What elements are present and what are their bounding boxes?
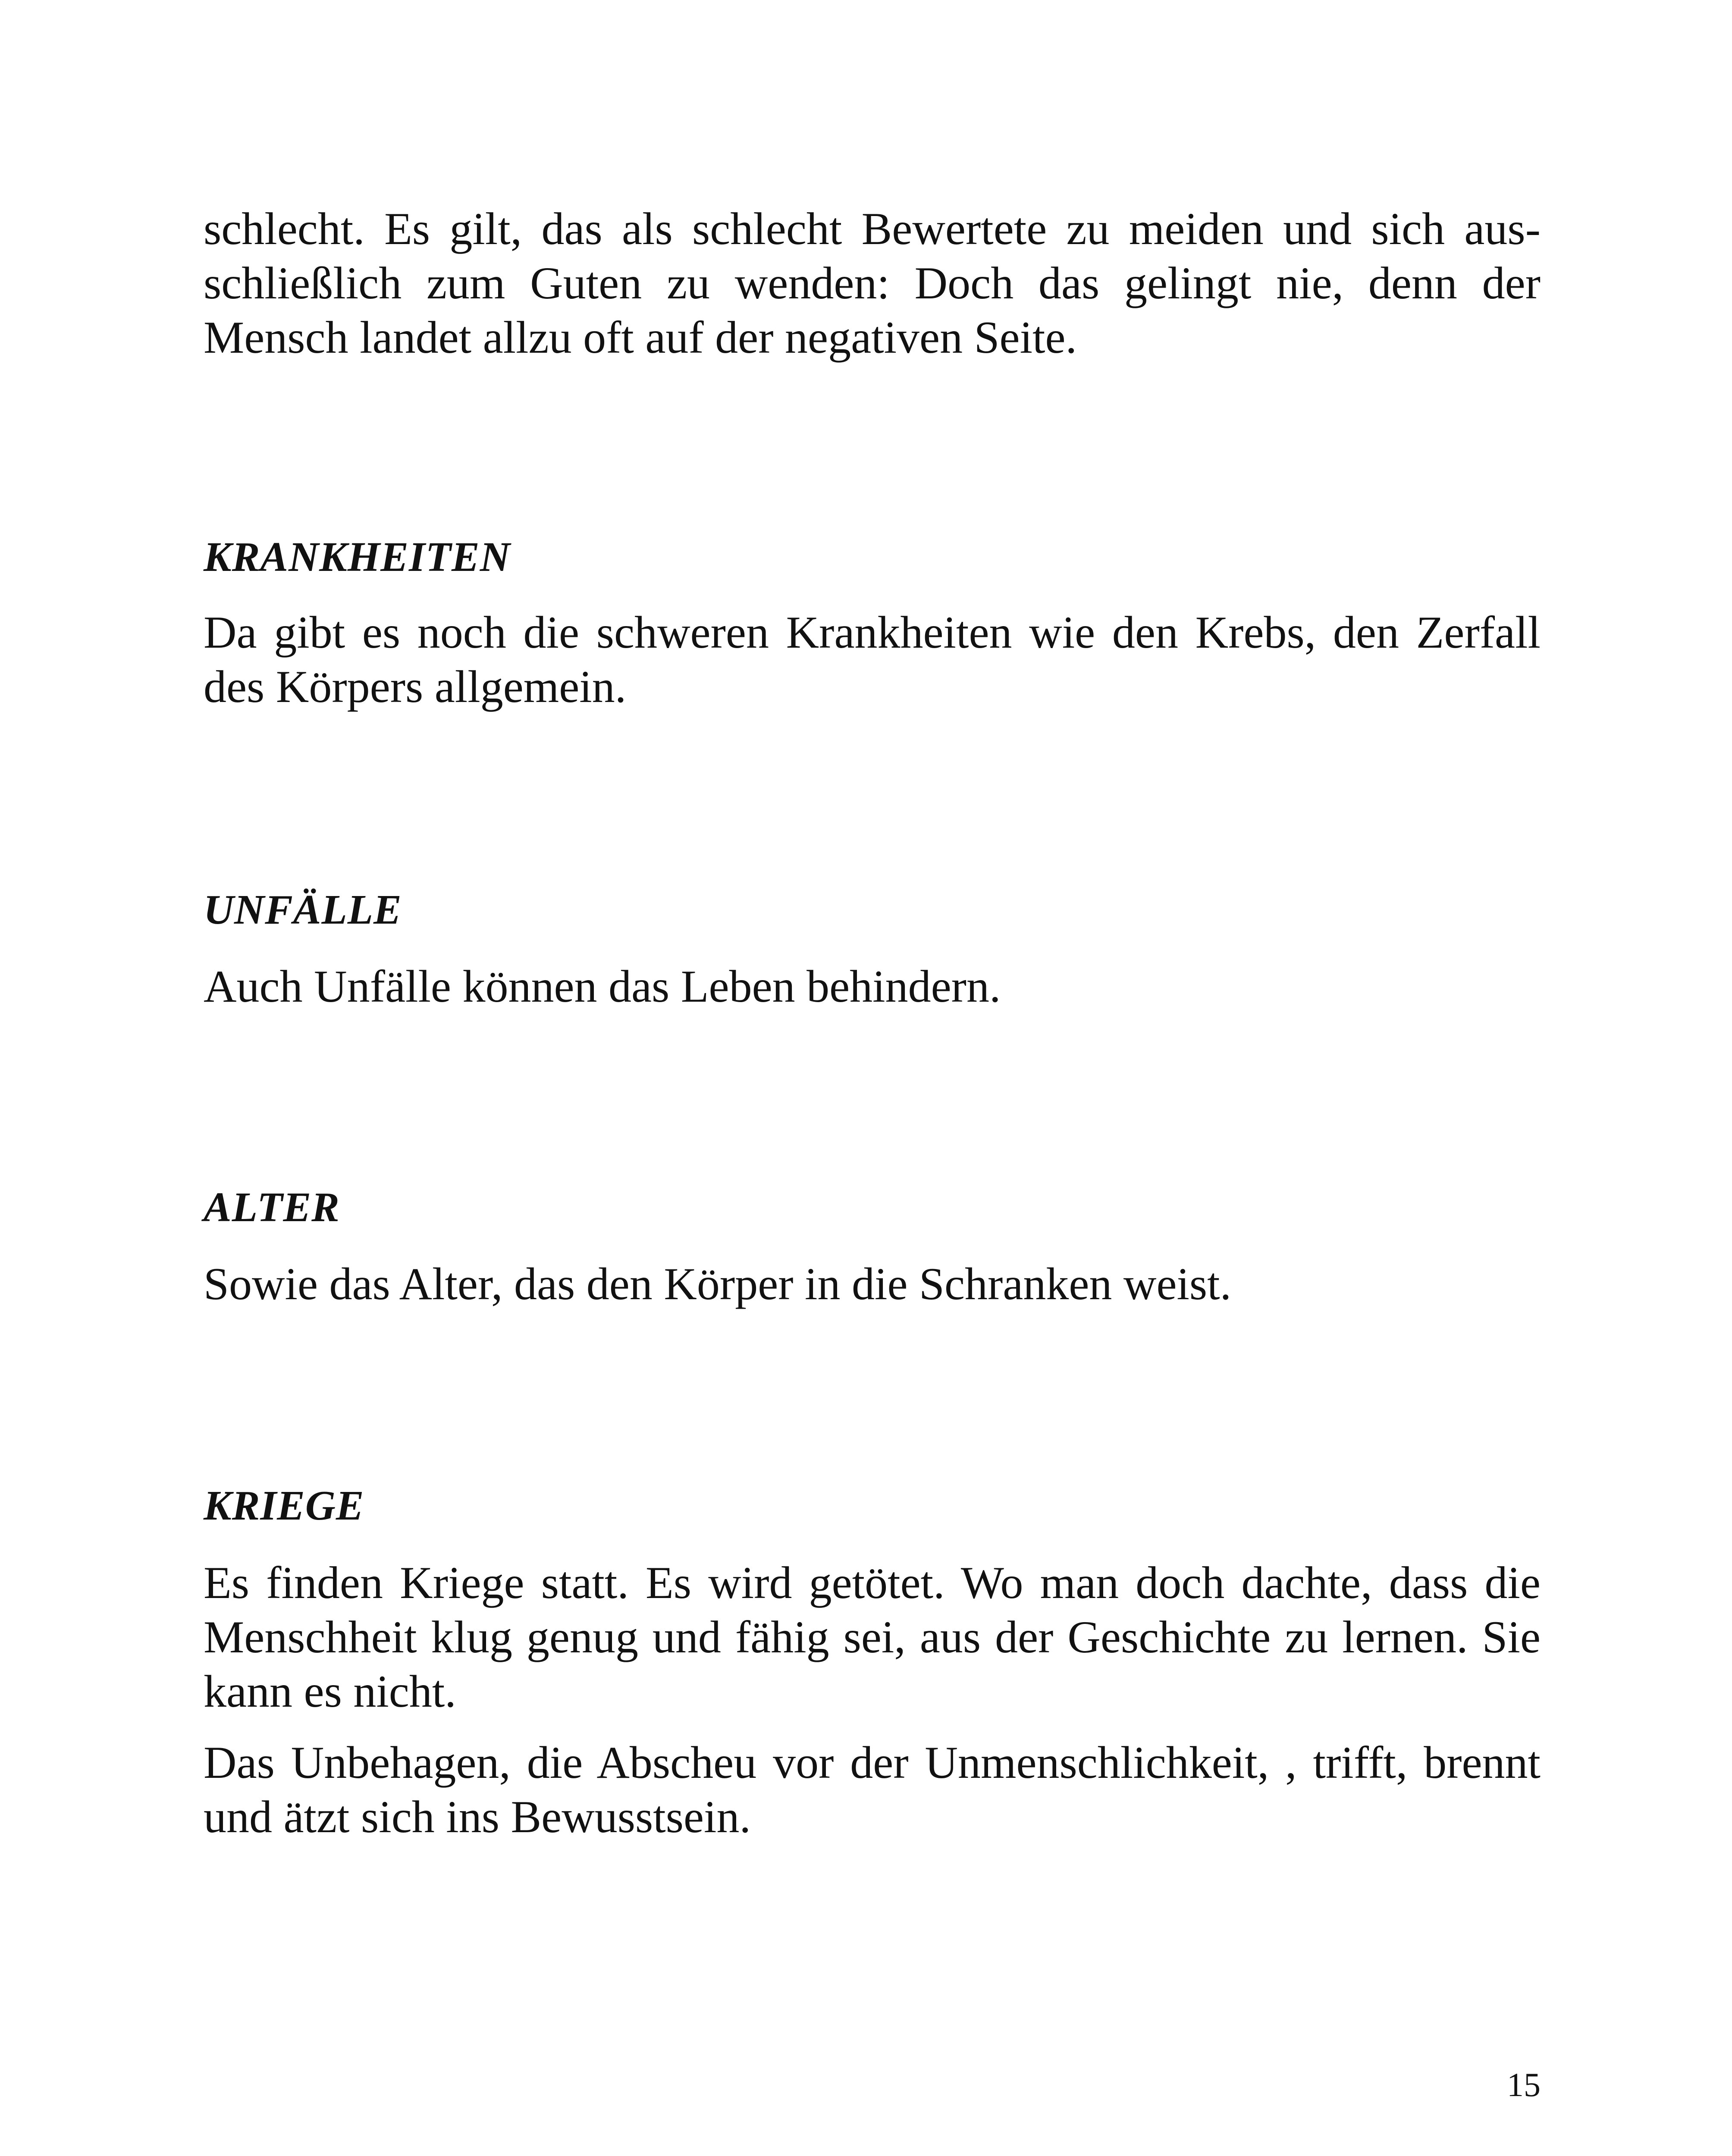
section-heading-krankheiten: KRANKHEITEN bbox=[204, 534, 511, 580]
section-paragraph-kriege-2: Das Unbehagen, die Abscheu vor der Unmenschlichkeit, , trifft, brennt und ätzt sich ins Bewusstsein. bbox=[204, 1737, 1541, 1842]
section-heading-unfaelle: UNFÄLLE bbox=[204, 887, 402, 933]
section-paragraph-kriege-1: Es finden Kriege statt. Es wird getötet. Wo man doch dachte, dass die Menschheit klug genug und fähig sei, aus der Geschichte zu lernen. Sie kann es nicht. bbox=[204, 1557, 1541, 1717]
section-paragraph-krankheiten: Da gibt es noch die schweren Krankheiten wie den Krebs, den Zerfall des Körpers allgemein. bbox=[204, 607, 1541, 712]
section-paragraph-unfaelle: Auch Unfälle können das Leben behindern. bbox=[204, 961, 1001, 1012]
page-number: 15 bbox=[1507, 2066, 1541, 2103]
intro-paragraph: schlecht. Es gilt, das als schlecht Bewertete zu meiden und sich ausschließlich zum Guten zu wenden: Doch das gelingt nie, denn der Mensch landet allzu oft auf der negativen Seite. bbox=[204, 204, 1541, 363]
document-page bbox=[204, 0, 1541, 2156]
section-paragraph-alter: Sowie das Alter, das den Körper in die Schranken weist. bbox=[204, 1259, 1232, 1309]
section-heading-alter: ALTER bbox=[204, 1184, 340, 1230]
section-heading-kriege: KRIEGE bbox=[204, 1482, 364, 1529]
